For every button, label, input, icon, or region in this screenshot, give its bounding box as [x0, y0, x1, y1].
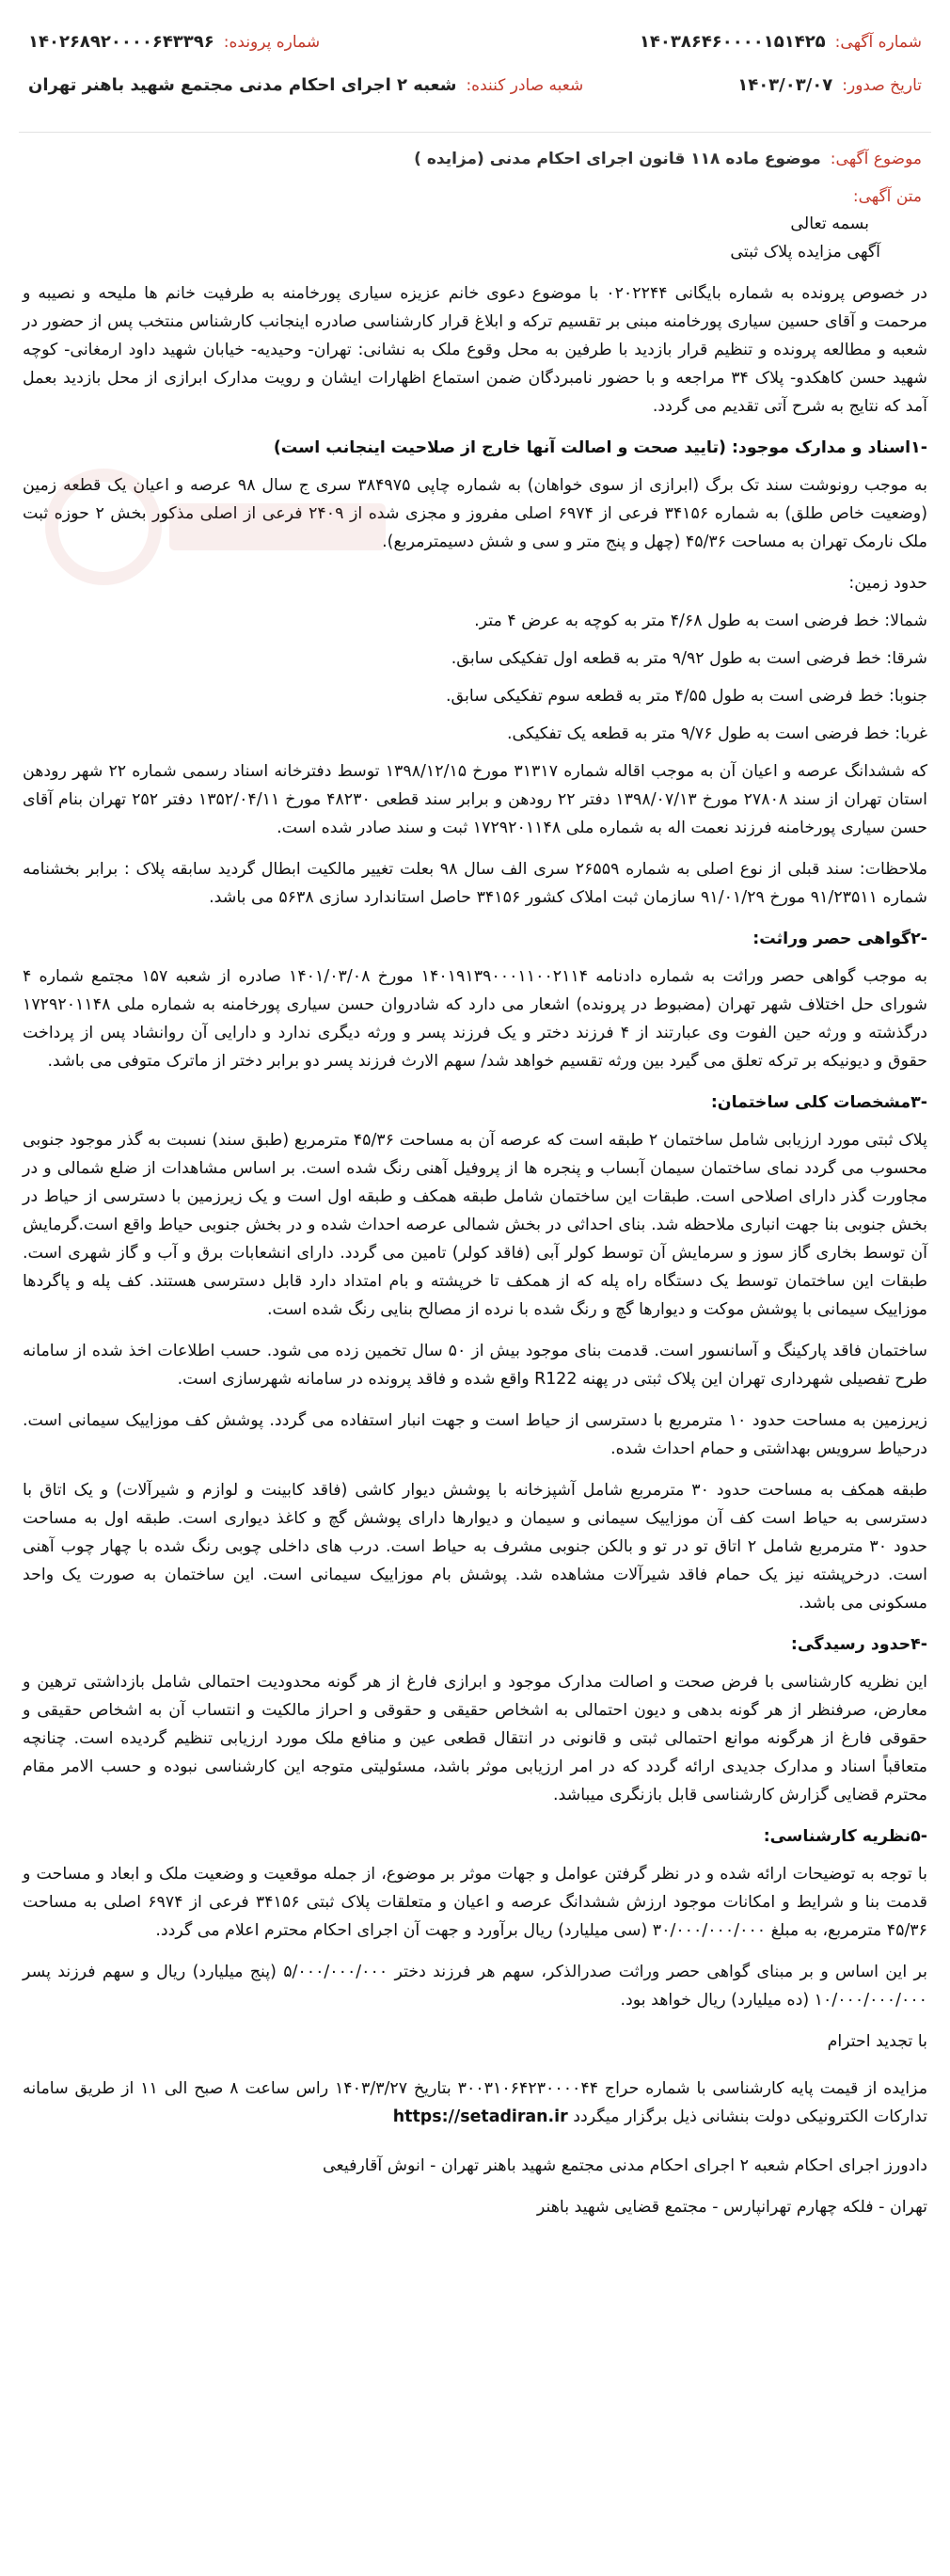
section-5-paragraph-2: بر این اساس و بر مبنای گواهی حصر وراثت صدرالذکر، سهم هر فرزند دختر ۵/۰۰۰/۰۰۰/۰۰۰ (پنج میلیارد) ریال و سهم فرزند پسر ۱۰/۰۰۰/۰۰۰/۰۰۰ (ده میلیارد) ریال خواهد بود.	[23, 1963, 927, 2010]
section-3-paragraph-1: پلاک ثبتی مورد ارزیابی شامل ساختمان ۲ طبقه است که عرصه آن به مساحت ۴۵/۳۶ مترمربع (طبق سند) نسبت به گذر موجود جنوبی محسوب می گردد نمای ساختمان سیمان آبساب و پنجره ها از پروفیل آهنی رنگ شده است. بر اساس مشاهدات از ضلع شمالی و در مجاورت گذر دارای اصلاحی است. طبقات این ساختمان شامل طبقه همکف و طبقه اول است و یک زیرزمین با دسترسی از حیاط در بخش جنوبی بنا جهت انباری ملاحظه شد. بنای احداثی در بخش شمالی عرصه احداث شده و در بخش جنوبی حیاط واقع است.گرمایش آن توسط بخاری گاز سوز و سرمایش آن توسط کولر آبی (فاقد کولر) تامین می گردد. دارای انشعابات برق و آب و گاز شهری است. طبقات این ساختمان توسط یک دستگاه راه پله که از همکف تا خرپشته و بام امتداد دارد قابل دسترسی هستند. کف پله و پاگردها موزاییک سیمانی با پوشش موکت و دیوارها گچ و رنگ شده با نرده از مصالح بنایی رنگ شده است.	[23, 1131, 927, 1319]
case-number: ۱۴۰۲۶۸۹۲۰۰۰۰۶۴۳۳۹۶	[28, 32, 214, 52]
signature: دادورز اجرای احکام شعبه ۲ اجرای احکام مدنی مجتمع شهید باهنر تهران - انوش آقارفیعی	[322, 2156, 927, 2175]
section-5-paragraph-1: با توجه به توضیحات ارائه شده و در نظر گرفتن عوامل و جهات موثر بر موضوع، از جمله موقعیت و وضعیت ملک و ابعاد و مساحت و قدمت بنا و شرایط و امکانات موجود ارزش ششدانگ عرصه و اعیان و متعلقات پلاک ثبتی ۳۴۱۵۶ فرعی از ۶۹۷۴ اصلی به مساحت ۴۵/۳۶ مترمربع، به مبلغ ۳۰/۰۰۰/۰۰۰/۰۰۰ (سی میلیارد) ریال برآورد و جهت آن اجرای احکام محترم اعلام می گردد.	[23, 1865, 927, 1940]
bismillah: بسمه تعالی	[790, 215, 869, 233]
ownership-paragraph: که ششدانگ عرصه و اعیان آن به موجب اقاله شماره ۳۱۳۱۷ مورخ ۱۳۹۸/۱۲/۱۵ توسط دفترخانه اسناد رسمی شماره ۲۲ شهر رودهن استان تهران از سند ۲۷۸۰۸ مورخ ۱۳۹۸/۰۷/۱۳ دفتر ۲۲ رودهن و برابر سند قطعی ۴۸۲۳۰ مورخ ۱۳۵۲/۰۴/۱۱ دفتر ۲۵۲ تهران بنام آقای حسن سیاری پورخامنه فرزند نعمت اله به شماره ملی ۱۷۲۹۲۰۱۱۴۸ ثبت و سند صادر شده است.	[23, 762, 927, 837]
bounds-heading: حدود زمین:	[848, 574, 927, 593]
section-3-paragraph-2: ساختمان فاقد پارکینگ و آسانسور است. قدمت بنای موجود بیش از ۵۰ سال تخمین زده می شود. حسب اطلاعات اخذ شده از سامانه طرح تفصیلی شهرداری تهران این پلاک ثبتی در پهنه R122 واقع شده و فاقد پرونده در سامانه شهرسازی است.	[23, 1342, 927, 1389]
subject-label: موضوع آگهی:	[830, 150, 922, 168]
case-number-cell	[28, 32, 320, 52]
section-1-paragraph: به موجب رونوشت سند تک برگ (ابرازی از سوی خواهان) به شماره چاپی ۳۸۴۹۷۵ سری ج سال ۹۸ عرصه و اعیان یک قطعه زمین (وضعیت خاص طلق) به شماره ۳۴۱۵۶ فرعی از ۶۹۷۴ اصلی مفروز و مجزی شده از ۲۴۰۹ فرعی از اصلی مذکور بخش ۲ حوزه ثبت ملک نارمک تهران به مساحت ۴۵/۳۶ (چهل و پنج متر و سی و شش دسیمترمربع).	[23, 476, 928, 551]
section-5-heading: -۵نظریه کارشناسی:	[763, 1827, 927, 1846]
ad-number-cell	[640, 32, 922, 52]
section-1-heading: -۱اسناد و مدارک موجود: (تایید صحت و اصالت آنها خارج از صلاحیت اینجانب است)	[273, 438, 927, 457]
bound-west: غربا: خط فرضی است به طول ۹/۷۶ متر به قطعه یک تفکیکی.	[506, 724, 927, 743]
court-address: تهران - فلکه چهارم تهرانپارس - مجتمع قضایی شهید باهنر	[536, 2198, 927, 2217]
bound-east: شرقا: خط فرضی است به طول ۹/۹۲ متر به قطعه اول تفکیکی سابق.	[451, 649, 927, 668]
section-4-paragraph: این نظریه کارشناسی با فرض صحت و اصالت مدارک موجود و ابرازی فارغ از هر گونه محدودیت احتمالی شامل بازداشتی ترهین و معارض، صرفنظر از هر گونه بدهی و دیون احتمالی به اشخاص حقیقی و حقوقی و احراز مالکیت و انتساب آن به اشخاص حقیقی و حقوقی فارغ از هرگونه موانع احتمالی ثبتی و قانونی در انتقال قطعی عین و منافع ملک مورد ارزیابی تنظیم گردیده است. چنانچه متعاقباً اسناد و مدارک جدیدی ارائه گردد که در امر ارزیابی موثر باشد، مسئولیتی متوجه این کارشناسی نبوده و حسب الامر مقام محترم قضایی گزارش کارشناسی قابل بازنگری میباشد.	[23, 1673, 927, 1805]
section-2-paragraph: به موجب گواهی حصر وراثت به شماره دادنامه ۱۴۰۱۹۱۳۹۰۰۰۱۱۰۰۲۱۱۴ مورخ ۱۴۰۱/۰۳/۰۸ صادره از شعبه ۱۵۷ مجتمع شماره ۴ شورای حل اختلاف شهر تهران (مضبوط در پرونده) اشعار می دارد که شادروان حسن سیاری پورخامنه به شماره ملی ۱۷۲۹۲۰۱۱۴۸ درگذشته و ورثه حین الفوت وی عبارتند از ۴ فرزند دختر و یک فرزند پسر و ورثه دیگری ندارد و دارایی آن روانشاد پس از پرداخت حقوق و دیونیکه بر ترکه تعلق می گیرد بین ورثه تقسیم خواهد شد/ سهم الارث فرزند پسر دو برابر دختر از ماترک متوفی می باشد.	[23, 967, 928, 1071]
ad-metadata	[0, 0, 950, 119]
ad-number-label: شماره آگهی:	[834, 33, 922, 52]
ad-number: ۱۴۰۳۸۶۴۶۰۰۰۰۱۵۱۴۲۵	[639, 32, 826, 52]
regards: با تجدید احترام	[827, 2032, 927, 2051]
auction-paragraph	[23, 2075, 927, 2131]
auction-text: مزایده از قیمت پایه کارشناسی با شماره حراج ۳۰۰۳۱۰۶۴۲۳۰۰۰۰۴۴ بتاریخ ۱۴۰۳/۳/۲۷ راس ساعت ۸ صبح الی ۱۱ از طریق سامانه تدارکات الکترونیکی دولت بنشانی ذیل برگزار میگردد	[23, 2079, 928, 2126]
section-3-heading: -۳مشخصات کلی ساختمان:	[710, 1093, 927, 1112]
issuing-branch-label: شعبه صادر کننده:	[466, 76, 584, 95]
issue-date-label: تاریخ صدور:	[842, 76, 922, 95]
issuing-branch-cell	[28, 75, 583, 95]
meta-row-2	[28, 75, 922, 119]
section-4-heading: -۴حدود رسیدگی:	[790, 1635, 927, 1654]
section-3-paragraph-3: زیرزمین به مساحت حدود ۱۰ مترمربع با دسترسی از حیاط است و جهت انبار استفاده می گردد. پوشش کف موزاییک سیمانی است. درحیاط سرویس بهداشتی و حمام احداث شده.	[23, 1411, 927, 1458]
ad-text-label: متن آگهی:	[852, 187, 922, 206]
notes-paragraph: ملاحظات: سند قبلی از نوع اصلی به شماره ۲۶۵۵۹ سری الف سال ۹۸ بعلت تغییر مالکیت ابطال گردید سابقه پلاک : برابر بخشنامه شماره ۹۱/۲۳۵۱۱ مورخ ۹۱/۰۱/۲۹ سازمان ثبت املاک کشور ۳۴۱۵۶ حاصل استاندارد سازی ۵۶۳۸ می باشد.	[23, 860, 927, 907]
ad-body	[0, 210, 950, 2221]
issuing-branch: شعبه ۲ اجرای احکام مدنی مجتمع شهید باهنر تهران	[28, 75, 457, 95]
issue-date: ۱۴۰۳/۰۳/۰۷	[737, 75, 833, 95]
meta-row-1	[28, 32, 922, 75]
bound-north: شمالا: خط فرضی است به طول ۴/۶۸ متر به کوچه به عرض ۴ متر.	[474, 612, 927, 630]
intro-paragraph: در خصوص پرونده به شماره بایگانی ۰۲۰۲۲۴۴ با موضوع دعوی خانم عزیزه سیاری پورخامنه به طرفیت خانم ها ملیحه و نصیبه و مرحمت و آقای حسین سیاری پورخامنه مبنی بر تقسیم ترکه و ابلاغ قرار کارشناسی صادره اینجانب کارشناس منتخب پس از حضور در شعبه و مطالعه پرونده و تنظیم قرار بازدید با طرفین به محل وقوع ملک به نشانی: تهران- وحیدیه- خیابان شهید داود ارمغانی- کوچه شهید حسن کاهکدو- پلاک ۳۴ مراجعه و با حضور نامبردگان ضمن استماع اظهارات ایشان و رویت مدارک ابرازی از محل بازدید بعمل آمد که نتایج به شرح آتی تقدیم می گردد.	[23, 284, 927, 416]
ad-subject	[0, 133, 950, 168]
subject-value: موضوع ماده ۱۱۸ قانون اجرای احکام مدنی (مزایده )	[414, 150, 821, 168]
section-2-heading: -۲گواهی حصر وراثت:	[752, 930, 927, 948]
ad-title: آگهی مزایده پلاک ثبتی	[730, 243, 880, 262]
case-number-label: شماره پرونده:	[223, 33, 321, 52]
auction-link[interactable]: https://setadiran.ir	[392, 2107, 568, 2126]
section-3-paragraph-4: طبقه همکف به مساحت حدود ۳۰ مترمربع شامل آشپزخانه با پوشش دیوار کاشی (فاقد کابینت و لوازم و شیرآلات) و یک اتاق با دسترسی به حیاط است کف آن موزاییک سیمانی و سیمان و دیوارها دارای پوشش گچ و کاغذ دیواری است. طبقه اول به مساحت حدود ۳۰ مترمربع شامل ۲ اتاق تو در تو و بالکن جنوبی مشرف به حیاط است. درب های داخلی چوبی رنگ شده با چهار چوب آهنی است. درخرپشته نیز یک حمام فاقد شیرآلات مشاهده شد. پوشش بام موزاییک سیمانی است. این ساختمان به صورت یک واحد مسکونی می باشد.	[23, 1481, 928, 1613]
issue-date-cell	[737, 75, 922, 95]
bound-south: جنوبا: خط فرضی است به طول ۴/۵۵ متر به قطعه سوم تفکیکی سابق.	[445, 687, 927, 706]
